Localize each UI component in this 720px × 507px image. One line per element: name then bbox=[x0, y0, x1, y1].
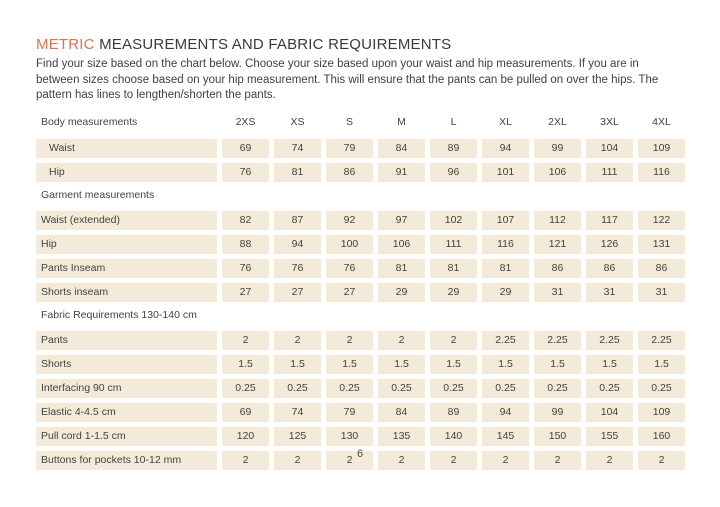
value-cell: 91 bbox=[378, 163, 425, 182]
table-row bbox=[36, 163, 685, 182]
row-label-cell: Waist bbox=[36, 139, 217, 158]
value-cell: 101 bbox=[482, 163, 529, 182]
sizing-table bbox=[36, 113, 685, 470]
value-cell: 109 bbox=[638, 139, 685, 158]
table-row bbox=[36, 259, 685, 278]
value-cell: 116 bbox=[482, 235, 529, 254]
value-cell: 130 bbox=[326, 427, 373, 446]
value-cell: 86 bbox=[638, 259, 685, 278]
value-cell: 1.5 bbox=[482, 355, 529, 374]
value-cell: 1.5 bbox=[222, 355, 269, 374]
value-cell: 131 bbox=[638, 235, 685, 254]
value-cell: 117 bbox=[586, 211, 633, 230]
table-row bbox=[36, 139, 685, 158]
value-cell: 116 bbox=[638, 163, 685, 182]
size-column-header: 2XS bbox=[235, 115, 256, 128]
value-cell: 2 bbox=[430, 331, 477, 350]
value-cell: 102 bbox=[430, 211, 477, 230]
value-cell: 97 bbox=[378, 211, 425, 230]
value-cell: 1.5 bbox=[378, 355, 425, 374]
value-cell: 2 bbox=[222, 331, 269, 350]
value-cell: 89 bbox=[430, 139, 477, 158]
value-cell: 2 bbox=[274, 451, 321, 470]
value-cell: 88 bbox=[222, 235, 269, 254]
value-cell: 104 bbox=[586, 403, 633, 422]
value-cell: 2.25 bbox=[586, 331, 633, 350]
row-label-cell: Pants Inseam bbox=[36, 259, 217, 278]
value-cell: 76 bbox=[326, 259, 373, 278]
value-cell: 79 bbox=[326, 139, 373, 158]
value-cell: 94 bbox=[482, 139, 529, 158]
section-title: Fabric Requirements 130-140 cm bbox=[41, 308, 197, 321]
value-cell: 0.25 bbox=[430, 379, 477, 398]
value-cell: 81 bbox=[430, 259, 477, 278]
value-cell: 1.5 bbox=[430, 355, 477, 374]
size-column-header: 3XL bbox=[600, 115, 619, 128]
page-title-rest: MEASUREMENTS AND FABRIC REQUIREMENTS bbox=[94, 36, 452, 53]
value-cell: 82 bbox=[222, 211, 269, 230]
value-cell: 31 bbox=[586, 283, 633, 302]
value-cell: 140 bbox=[430, 427, 477, 446]
value-cell: 160 bbox=[638, 427, 685, 446]
value-cell: 112 bbox=[534, 211, 581, 230]
value-cell: 81 bbox=[274, 163, 321, 182]
table-row bbox=[36, 355, 685, 374]
value-cell: 92 bbox=[326, 211, 373, 230]
value-cell: 122 bbox=[638, 211, 685, 230]
value-cell: 0.25 bbox=[586, 379, 633, 398]
value-cell: 135 bbox=[378, 427, 425, 446]
value-cell: 76 bbox=[222, 163, 269, 182]
value-cell: 86 bbox=[534, 259, 581, 278]
value-cell: 0.25 bbox=[222, 379, 269, 398]
value-cell: 76 bbox=[222, 259, 269, 278]
value-cell: 86 bbox=[586, 259, 633, 278]
row-label-cell: Pull cord 1-1.5 cm bbox=[36, 427, 217, 446]
table-header-label: Body measurements bbox=[41, 115, 138, 128]
value-cell: 2 bbox=[326, 451, 373, 470]
value-cell: 69 bbox=[222, 403, 269, 422]
value-cell: 150 bbox=[534, 427, 581, 446]
value-cell: 0.25 bbox=[274, 379, 321, 398]
value-cell: 155 bbox=[586, 427, 633, 446]
value-cell: 84 bbox=[378, 139, 425, 158]
value-cell: 106 bbox=[378, 235, 425, 254]
value-cell: 126 bbox=[586, 235, 633, 254]
value-cell: 125 bbox=[274, 427, 321, 446]
value-cell: 29 bbox=[482, 283, 529, 302]
value-cell: 81 bbox=[378, 259, 425, 278]
row-label-cell: Waist (extended) bbox=[36, 211, 217, 230]
value-cell: 120 bbox=[222, 427, 269, 446]
value-cell: 86 bbox=[326, 163, 373, 182]
value-cell: 29 bbox=[378, 283, 425, 302]
row-label-cell: Buttons for pockets 10-12 mm bbox=[36, 451, 217, 470]
value-cell: 145 bbox=[482, 427, 529, 446]
table-row bbox=[36, 283, 685, 302]
value-cell: 81 bbox=[482, 259, 529, 278]
value-cell: 2 bbox=[534, 451, 581, 470]
section-title: Garment measurements bbox=[41, 188, 155, 201]
value-cell: 2 bbox=[638, 451, 685, 470]
table-row bbox=[36, 235, 685, 254]
value-cell: 2 bbox=[326, 331, 373, 350]
page-number: 6 bbox=[356, 448, 364, 460]
value-cell: 111 bbox=[586, 163, 633, 182]
value-cell: 1.5 bbox=[274, 355, 321, 374]
value-cell: 0.25 bbox=[482, 379, 529, 398]
value-cell: 111 bbox=[430, 235, 477, 254]
value-cell: 0.25 bbox=[638, 379, 685, 398]
value-cell: 79 bbox=[326, 403, 373, 422]
page-title bbox=[36, 36, 686, 53]
value-cell: 2.25 bbox=[482, 331, 529, 350]
value-cell: 0.25 bbox=[326, 379, 373, 398]
value-cell: 87 bbox=[274, 211, 321, 230]
value-cell: 69 bbox=[222, 139, 269, 158]
value-cell: 99 bbox=[534, 139, 581, 158]
value-cell: 94 bbox=[274, 235, 321, 254]
value-cell: 109 bbox=[638, 403, 685, 422]
row-label-cell: Hip bbox=[36, 235, 217, 254]
value-cell: 121 bbox=[534, 235, 581, 254]
value-cell: 2 bbox=[378, 451, 425, 470]
value-cell: 27 bbox=[326, 283, 373, 302]
page-title-accent: METRIC bbox=[36, 36, 95, 53]
table-row bbox=[36, 427, 685, 446]
value-cell: 1.5 bbox=[534, 355, 581, 374]
size-column-header: 4XL bbox=[652, 115, 671, 128]
table-row bbox=[36, 331, 685, 350]
table-row bbox=[36, 403, 685, 422]
value-cell: 107 bbox=[482, 211, 529, 230]
value-cell: 100 bbox=[326, 235, 373, 254]
table-header-row bbox=[36, 113, 685, 131]
value-cell: 1.5 bbox=[638, 355, 685, 374]
size-column-header: L bbox=[450, 115, 457, 128]
value-cell: 2 bbox=[482, 451, 529, 470]
value-cell: 99 bbox=[534, 403, 581, 422]
value-cell: 2 bbox=[586, 451, 633, 470]
value-cell: 27 bbox=[274, 283, 321, 302]
row-label-cell: Pants bbox=[36, 331, 217, 350]
value-cell: 31 bbox=[534, 283, 581, 302]
value-cell: 94 bbox=[482, 403, 529, 422]
value-cell: 74 bbox=[274, 139, 321, 158]
table-row bbox=[36, 211, 685, 230]
value-cell: 2.25 bbox=[534, 331, 581, 350]
value-cell: 104 bbox=[586, 139, 633, 158]
row-label-cell: Shorts inseam bbox=[36, 283, 217, 302]
document-page bbox=[36, 36, 686, 475]
intro-paragraph: Find your size based on the chart below. Choose your size based upon your waist and hip measurements. If you are in between sizes choose based on your hip measurement. This will ensure that the pants can be pulled on over the hips. The pattern has lines to lengthen/shorten the pants. bbox=[36, 58, 659, 101]
value-cell: 1.5 bbox=[586, 355, 633, 374]
table-row bbox=[36, 379, 685, 398]
value-cell: 0.25 bbox=[534, 379, 581, 398]
row-label-cell: Elastic 4-4.5 cm bbox=[36, 403, 217, 422]
value-cell: 27 bbox=[222, 283, 269, 302]
value-cell: 2 bbox=[378, 331, 425, 350]
size-column-header: XL bbox=[499, 115, 512, 128]
value-cell: 1.5 bbox=[326, 355, 373, 374]
row-label-cell: Interfacing 90 cm bbox=[36, 379, 217, 398]
value-cell: 89 bbox=[430, 403, 477, 422]
value-cell: 0.25 bbox=[378, 379, 425, 398]
value-cell: 84 bbox=[378, 403, 425, 422]
size-column-header: 2XL bbox=[548, 115, 567, 128]
value-cell: 29 bbox=[430, 283, 477, 302]
value-cell: 2 bbox=[430, 451, 477, 470]
value-cell: 74 bbox=[274, 403, 321, 422]
row-label-cell: Hip bbox=[36, 163, 217, 182]
size-column-header: XS bbox=[290, 115, 305, 128]
value-cell: 96 bbox=[430, 163, 477, 182]
value-cell: 2 bbox=[274, 331, 321, 350]
value-cell: 2.25 bbox=[638, 331, 685, 350]
row-label-cell: Shorts bbox=[36, 355, 217, 374]
value-cell: 76 bbox=[274, 259, 321, 278]
value-cell: 106 bbox=[534, 163, 581, 182]
size-column-header: M bbox=[397, 115, 406, 128]
size-column-header: S bbox=[345, 115, 353, 128]
value-cell: 31 bbox=[638, 283, 685, 302]
value-cell: 2 bbox=[222, 451, 269, 470]
